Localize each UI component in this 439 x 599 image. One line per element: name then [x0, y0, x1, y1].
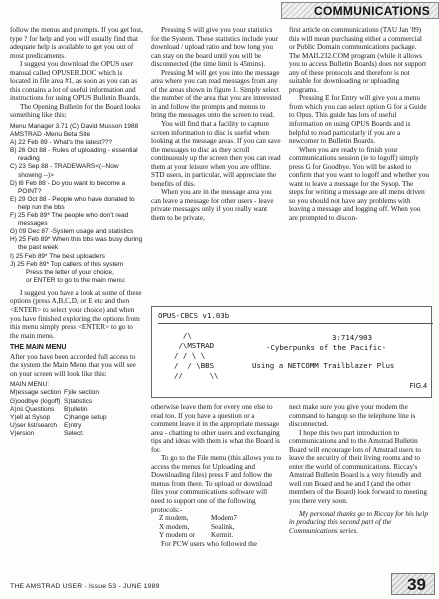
paragraph: After you have been accorded full access to the system the Main Menu that you will see on your screen will look like this:	[10, 352, 136, 378]
paragraph: You will find that a facility to capture screen information to disc is useful when looking at the message areas. If you can save the messages to disc as they scroll continuously up the screen then you can read them at your leisure when you are offline. STD users, in particular, will appreciate the benefits of this.	[151, 120, 281, 188]
protocol-list	[151, 514, 282, 540]
listing-title: Menu Manager 3.71 (C) David Musson 1988	[10, 123, 139, 131]
menu-option: B)ulletin	[64, 405, 88, 413]
footer-credit: THE AMSTRAD USER - Issue 53 - JUNE 1989	[10, 583, 160, 590]
menu-option: S)tatistics	[64, 397, 93, 405]
list-item: F) 25 Feb 89* The people who don't read messages	[10, 212, 129, 228]
menu-option: E)ntry	[64, 421, 82, 429]
paragraph: nect make sure you give your modem the command to hangup so the telephone line is disconnected.	[289, 403, 416, 429]
list-item: H) 25 Feb 89* When this bbs was busy during the past week	[10, 236, 143, 252]
protocol: Modem7	[211, 514, 237, 523]
logo-line: // \\	[174, 371, 219, 380]
acknowledgement: My personal thanks go to Riccay for his help in producing this second part of the Communications series.	[289, 509, 428, 535]
menu-option: A)ns Questions	[10, 405, 55, 413]
paragraph: follow the menus and prompts. If you get lost, type ? for help and you will usually find that adequate help is available to get you out of most predicaments.	[10, 26, 143, 60]
paragraph: To go to the File menu (this allows you to access the menus for Uploading and Downloading files) press F and follow the menus from there. To upload or download files your communications software will need to support one of the following protocols:-	[151, 454, 282, 514]
menu-option: G)oodbye (logoff)	[10, 397, 61, 405]
menu-option: U)ser list/search	[10, 421, 57, 429]
section-heading: THE MAIN MENU	[10, 344, 67, 352]
menu-option: V)ersion	[10, 429, 35, 437]
menu-option: Select:	[64, 429, 84, 437]
bbs-screen-figure	[151, 306, 432, 398]
paragraph: I hope this two part introduction to communications and to the Amstrad Bulletin Board will encourage lots of Amstrad users to leave the security of their living rooms and to enter the world of communications. Riccay's Amstrad Bulletin Board is a very friendly and well run Board and he and I (and the other members of the Board) look forward to meeting you there very soon.	[289, 428, 427, 506]
protocol: Kermit.	[211, 531, 234, 540]
tagline: -Cyberpunks of the Pacific-	[266, 343, 387, 352]
main-menu-label: MAIN MENU:	[10, 381, 49, 389]
paragraph: I suggest you download the OPUS user manual called OPUSER.DOC which is located in file area #1, as soon as you can as this contains a lot of useful information and instructions for using OPUS Bulletin Boards.	[10, 60, 141, 103]
figure-label: FIG.4	[409, 383, 427, 390]
usage-line: Using a NETCOMM Trailblazer Plus	[252, 361, 395, 370]
protocol: X modem,	[159, 522, 190, 531]
listing-prompt: Press the letter of your choice,	[26, 268, 114, 276]
column-1	[10, 26, 143, 438]
logo-line: / / \ \	[174, 351, 206, 360]
page-number-box	[391, 573, 435, 595]
protocol: Z modem,	[159, 514, 189, 523]
screen-divider	[158, 323, 433, 324]
column-3-top	[289, 26, 429, 223]
column-2-bottom	[151, 403, 282, 548]
screen-title: OPUS-CBCS v1.03b	[158, 311, 230, 320]
column-3-bottom	[289, 403, 429, 535]
protocol: Sealink,	[211, 522, 235, 531]
paragraph: When you are in the message area you can leave a message for other users - leave private messages only if you really want them to be private,	[151, 188, 274, 223]
listing-prompt: or ENTER to go to the main menu:	[26, 276, 126, 284]
bulletin-listing	[10, 123, 143, 285]
protocol: Y modem or	[159, 531, 196, 540]
list-item: C) 23 Sep 88 - TRADEWARS<(--Now showing --)>	[10, 163, 119, 179]
menu-option: M)essage section	[10, 389, 61, 397]
paragraph: Pressing S will give you your statistics for the System. These statistics include your download / upload ratio and how long you can stay on the board until you will be disconnected (the time limit is 45mins).	[151, 26, 279, 69]
paragraph: first article on communications (TAU Jan '89) this will mean purchasing either a commercial or Public Domain communications package. The MAIL232.COM program (while it allows you to access Bulletin Boards) does not support any of these protocols and therefore is not suitable for downloading or uploading programs.	[289, 26, 427, 94]
list-item: D) l8 Feb 88 - Do you want to become a POINT?	[10, 179, 126, 195]
main-menu-grid	[10, 389, 143, 438]
logo-line: /\	[174, 331, 192, 340]
page-number: 39	[407, 575, 426, 594]
list-item: B) 26 Oct 88 - Rules of uploading - essential reading	[10, 147, 138, 163]
paragraph: The Opening Bulletin for the Board looks something like this:	[10, 102, 141, 120]
paragraph: For PCW users who followed the	[161, 539, 257, 548]
list-item: J) 25 Feb 89* Top callers of this system	[10, 260, 124, 268]
menu-option: C)hange setup	[64, 413, 107, 421]
logo-line: / / \BBS	[174, 361, 215, 370]
paragraph: Pressing E for Entry will give you a menu from which you can select option G for a Guide to Opus. This guide has lots of useful information on using OPUS Boards and is helpful to read particularly if you are a newcomer to Bulletin Boards.	[289, 94, 427, 146]
logo-line: /\MSTRAD	[174, 341, 215, 350]
list-item: G) 09 Dec 87 -System usage and statistics	[10, 228, 134, 236]
section-title: COMMUNICATIONS	[314, 4, 430, 18]
menu-option: F)ile section	[64, 389, 100, 397]
paragraph: I suggest you have a look at some of these options (press A,B,C,D, or E etc and then <ENTER> to select your choice) and when you have finished exploring the options from this menu simply press <ENTER> to go to the main menu.	[10, 288, 142, 340]
section-banner	[281, 2, 439, 19]
list-item: I) 25 Feb 89* The best uploaders	[10, 252, 105, 260]
menu-option: Y)ell at Sysop	[10, 413, 51, 421]
list-item: E) 29 Oct 88 - People who have donated to help run the bbs	[10, 195, 135, 211]
list-item: A) 22 Feb 89 - What's the latest???	[10, 139, 113, 147]
paragraph: Pressing M will get you into the message area where you can read messages from any of the areas shown in figure 1. Simply select the number of the area that you are interested in and follow the prompts and menus to bring the messages onto the screen to read.	[151, 68, 282, 120]
paragraph: When you are ready to finish your communications session (ie to logoff) simply press G for Goodbye. You will be asked to confirm that you want to logoff and whether you want to leave a message for the Sysop. The steps for writing a message are all menu driven so you should not have any problems with leaving a message and logging off. When you are prompted to discon-	[289, 145, 429, 223]
paragraph: otherwise leave them for every one else to read too. If you have a question or a comment leave it in the appropriate message area - chatting to other users and exchanging tips and ideas with them is what the Board is for.	[151, 403, 280, 454]
node-address: 3:714/903	[332, 333, 373, 342]
listing-subtitle: AMSTRAD -Menu Beta Site	[10, 131, 91, 139]
column-2-top	[151, 26, 282, 223]
